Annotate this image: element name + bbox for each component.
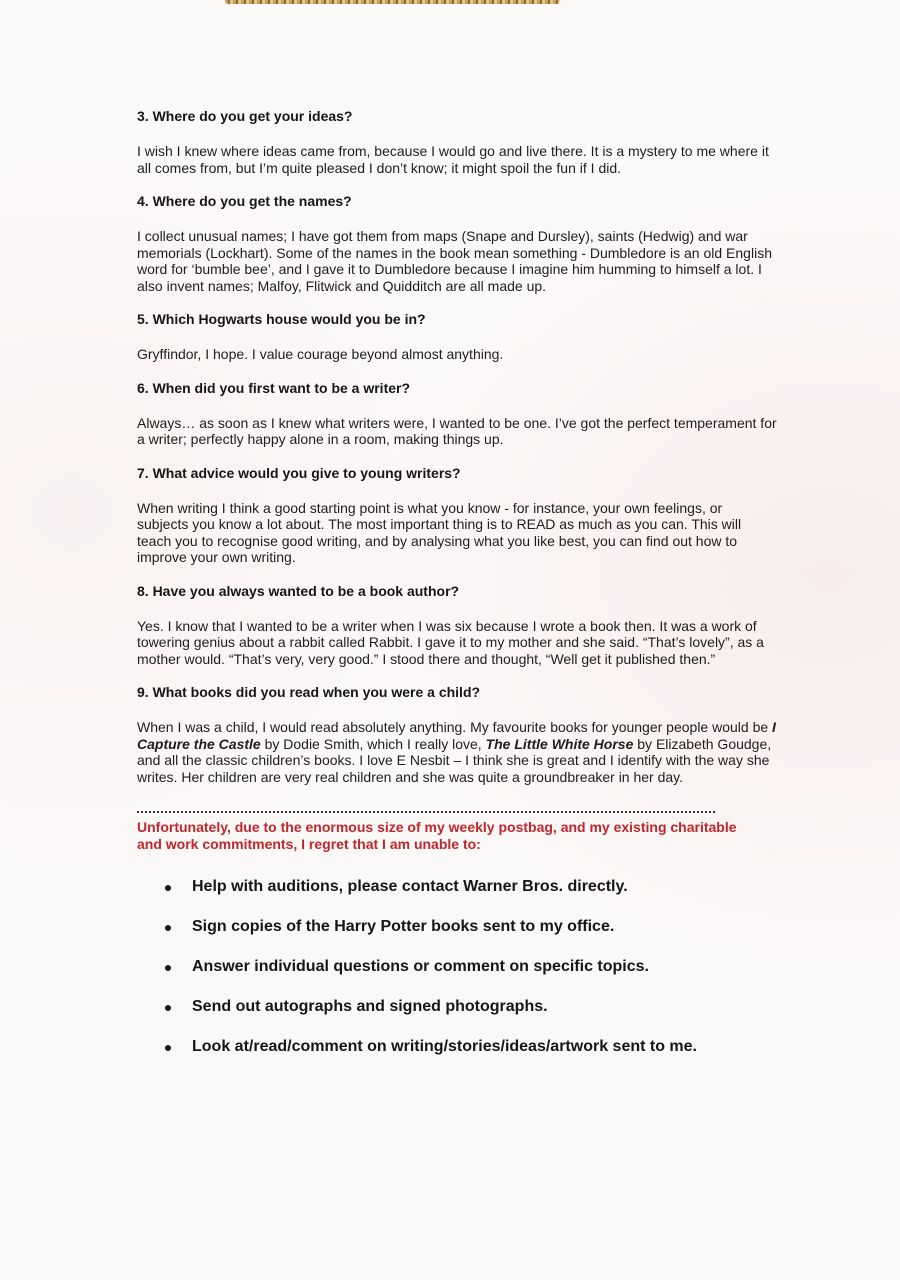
answer-text: When I was a child, I would read absolutely anything. My favourite books for younger people would be (137, 719, 773, 735)
faq-question: 5. Which Hogwarts house would you be in? (137, 311, 426, 327)
faq-item-5 (137, 311, 777, 363)
faq-item-7 (137, 465, 777, 566)
faq-item-9 (137, 684, 777, 785)
list-item (137, 957, 777, 977)
bullet-icon (165, 965, 171, 971)
paper-edge-tape (225, 0, 560, 4)
faq-answer: Yes. I know that I wanted to be a writer when I was six because I wrote a book then. It was a work of towering genius about a rabbit called Rabbit. I gave it to my mother and she said. “That’s lovely”, as a mother would. “That’s very, very good.” I stood there and thought, “Well get it published then.” (137, 617, 764, 667)
bullet-icon (165, 1045, 171, 1051)
list-item-text: Help with auditions, please contact Warner Bros. directly. (192, 878, 628, 895)
list-item (137, 997, 777, 1017)
list-item (137, 877, 777, 897)
faq-answer: Gryffindor, I hope. I value courage beyond almost anything. (137, 346, 504, 362)
dotted-divider (137, 811, 715, 813)
faq-answer: I collect unusual names; I have got them from maps (Snape and Dursley), saints (Hedwig) and war memorials (Lockhart). Some of the names in the book mean something - Dumbledore is an old English word for ‘bumble bee’, and I gave it to Dumbledore because I imagine him humming to himself a lot. I also invent names; Malfoy, Flitwick and Quidditch are all made up. (137, 228, 772, 294)
bullet-icon (165, 925, 171, 931)
answer-text: by Dodie Smith, which I really love, (260, 735, 486, 752)
faq-answer: Always… as soon as I knew what writers were, I wanted to be one. I’ve got the perfect temperament for a writer; perfectly happy alone in a room, making things up. (137, 414, 777, 447)
unable-list (137, 877, 777, 1057)
faq-question: 6. When did you first want to be a writer? (137, 379, 411, 396)
answer-text: by Elizabeth Goudge, and all the classic children’s books. I love E Nesbit – I think she is great and I identify with the way she writes. Her children are very real children and she was quite a groundbreaker in her day. (137, 735, 772, 785)
bullet-icon (165, 1005, 171, 1011)
list-item-text: Send out autographs and signed photographs. (192, 998, 548, 1015)
list-item (137, 1037, 777, 1057)
faq-answer (137, 719, 777, 785)
list-item-text: Sign copies of the Harry Potter books sent to my office. (192, 918, 615, 935)
list-item (137, 917, 777, 937)
faq-question: 7. What advice would you give to young writers? (137, 464, 461, 481)
list-item-text: Look at/read/comment on writing/stories/ideas/artwork sent to me. (192, 1038, 697, 1055)
faq-item-3 (137, 108, 777, 176)
book-title: The Little White Horse (485, 735, 634, 752)
bullet-icon (165, 885, 171, 891)
faq-question: 8. Have you always wanted to be a book author? (137, 582, 460, 599)
faq-question: 3. Where do you get your ideas? (137, 108, 353, 124)
faq-item-6 (137, 380, 777, 448)
faq-answer: I wish I knew where ideas came from, because I would go and live there. It is a mystery to me where it all comes from, but I’m quite pleased I don’t know; it might spoil the fun if I did. (137, 143, 769, 176)
faq-answer: When writing I think a good starting point is what you know - for instance, your own feelings, or subjects you know a lot about. The most important thing is to READ as much as you can. This will teach you to recognise good writing, and by analysing what you like best, you can find out how to improve your own writing. (137, 499, 742, 565)
faq-question: 4. Where do you get the names? (137, 193, 352, 209)
notice-text: Unfortunately, due to the enormous size of my weekly postbag, and my existing charitable and work commitments, I regret that I am unable to: (137, 819, 737, 852)
faq-item-8 (137, 583, 777, 668)
book-title: I Capture the Castle (137, 719, 776, 752)
faq-content (137, 108, 777, 1077)
faq-item-4 (137, 193, 777, 294)
list-item-text: Answer individual questions or comment on specific topics. (192, 958, 649, 975)
faq-question: 9. What books did you read when you were a child? (137, 684, 481, 700)
